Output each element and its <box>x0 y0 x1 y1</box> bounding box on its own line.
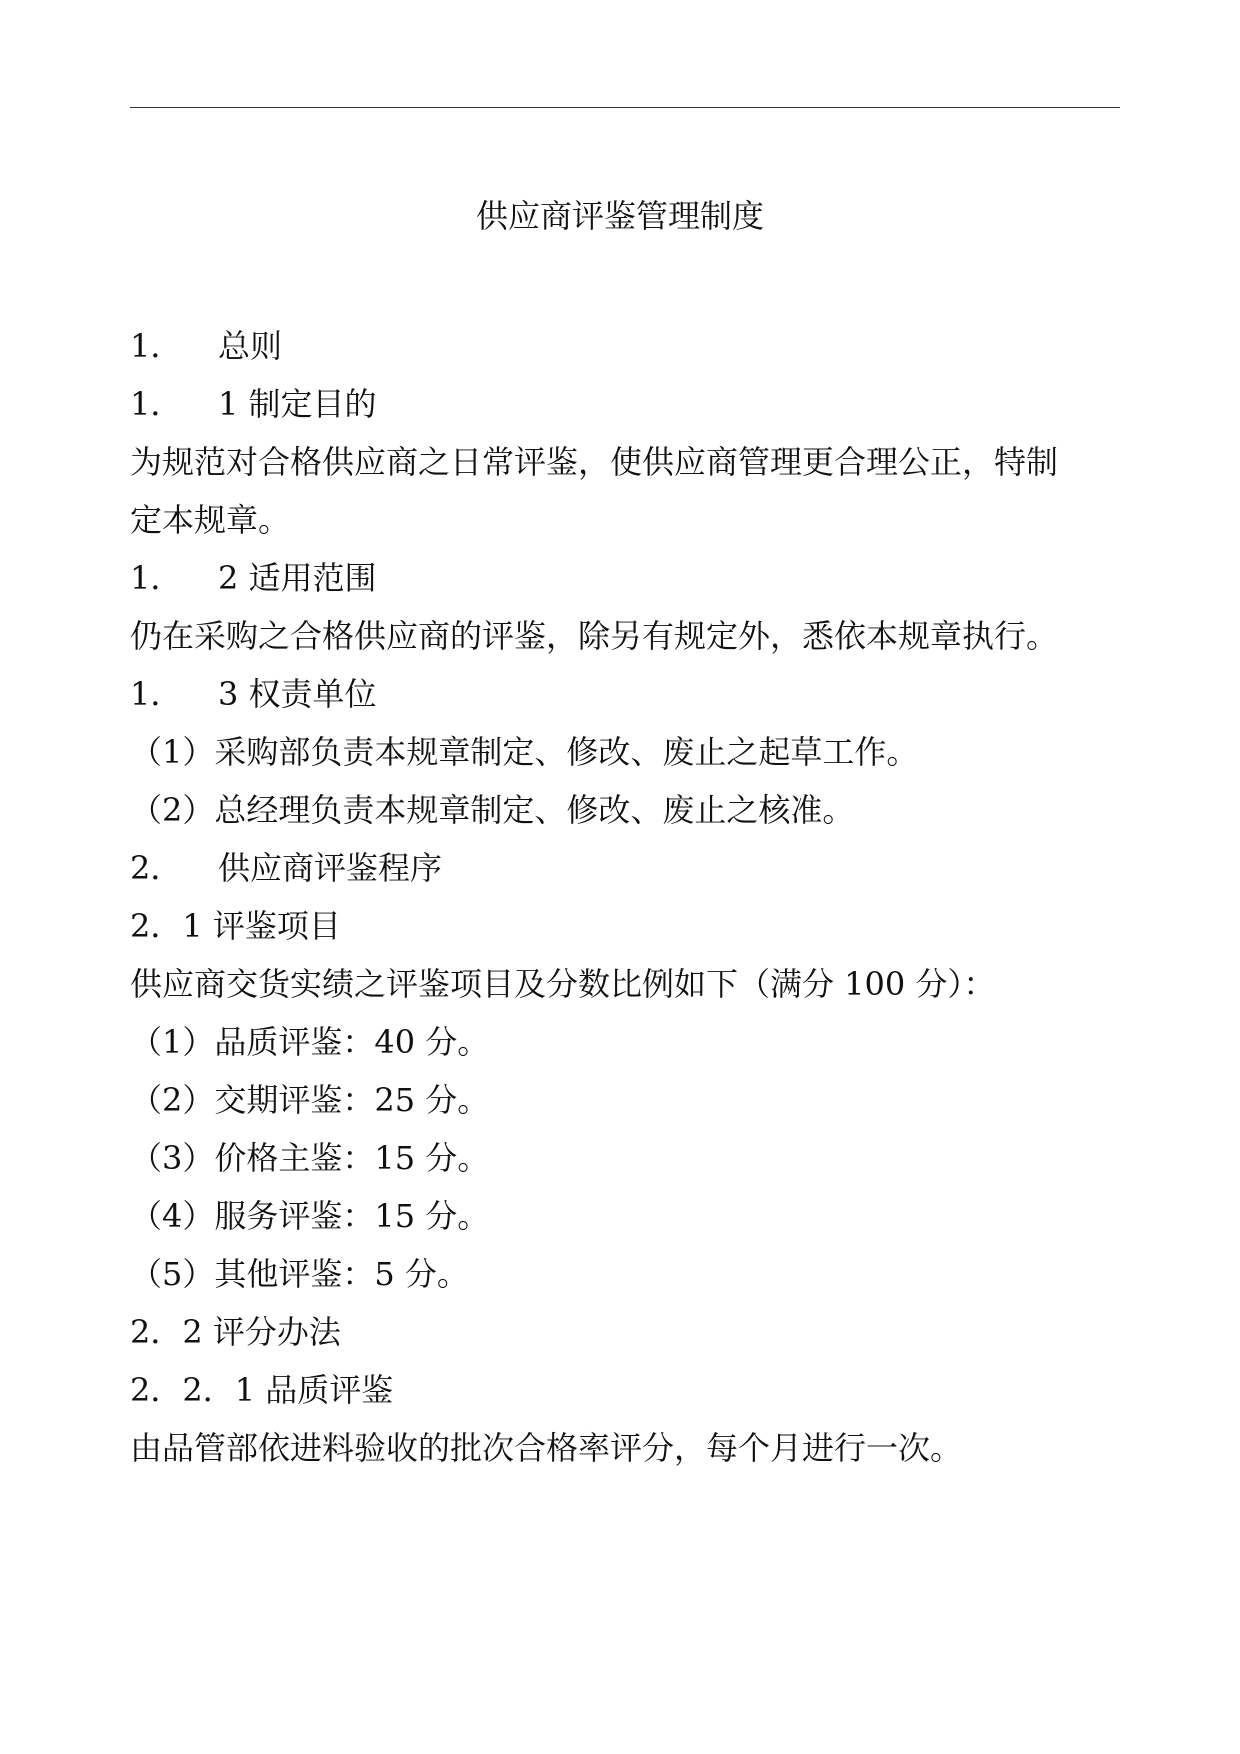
section-title: 总则 <box>218 327 283 365</box>
section-heading <box>130 326 282 366</box>
list-item: （3）价格主鉴：15 分。 <box>130 1139 490 1177</box>
paragraph-line: 定本规章。 <box>130 501 291 539</box>
subsection-heading <box>130 674 377 714</box>
section-number: 1． <box>130 385 183 423</box>
list-item: （5）其他评鉴：5 分。 <box>130 1255 469 1293</box>
section-number: 2． <box>130 849 183 887</box>
subsection-title: 1 制定目的 <box>218 385 377 423</box>
section-number: 1． <box>130 675 183 713</box>
section-number: 1． <box>130 327 183 365</box>
document-title: 供应商评鉴管理制度 <box>475 197 764 235</box>
subsection-heading: 2．1 评鉴项目 <box>130 907 341 945</box>
subsection-title: 2 适用范围 <box>218 559 377 597</box>
paragraph-line: 由品管部依进料验收的批次合格率评分，每个月进行一次。 <box>130 1429 963 1467</box>
section-title: 供应商评鉴程序 <box>218 849 443 887</box>
header-rule <box>130 107 1120 108</box>
paragraph-line: 仍在采购之合格供应商的评鉴，除另有规定外，悉依本规章执行。 <box>130 617 1059 655</box>
subsection-heading: 2．2 评分办法 <box>130 1313 341 1351</box>
list-item: （1）采购部负责本规章制定、修改、废止之起草工作。 <box>130 733 919 771</box>
list-item: （1）品质评鉴：40 分。 <box>130 1023 490 1061</box>
section-heading <box>130 848 442 888</box>
subsection-title: 3 权责单位 <box>218 675 377 713</box>
list-item: （2）总经理负责本规章制定、修改、废止之核准。 <box>130 791 855 829</box>
list-item: （4）服务评鉴：15 分。 <box>130 1197 490 1235</box>
paragraph-line: 供应商交货实绩之评鉴项目及分数比例如下（满分 100 分）： <box>130 965 996 1003</box>
list-item: （2）交期评鉴：25 分。 <box>130 1081 490 1119</box>
subsection-heading: 2．2．1 品质评鉴 <box>130 1371 394 1409</box>
subsection-heading <box>130 384 377 424</box>
section-number: 1． <box>130 559 183 597</box>
paragraph-line: 为规范对合格供应商之日常评鉴，使供应商管理更合理公正，特制 <box>130 443 1059 481</box>
subsection-heading <box>130 558 377 598</box>
